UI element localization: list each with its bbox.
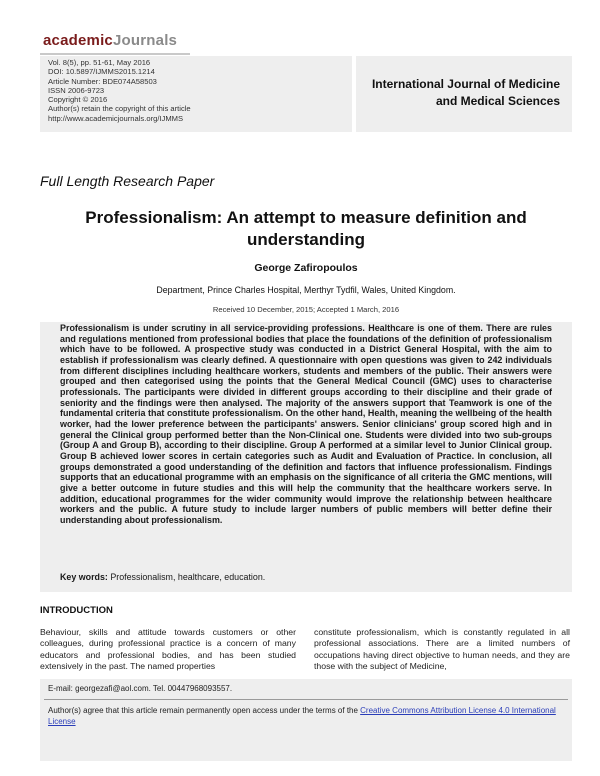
journal-title-line2: and Medical Sciences bbox=[435, 94, 560, 108]
publisher-logo bbox=[43, 32, 177, 49]
keywords-text: Professionalism, healthcare, education. bbox=[110, 572, 266, 582]
journal-title bbox=[372, 76, 560, 110]
meta-article-number: Article Number: BDE074A58503 bbox=[48, 76, 157, 86]
meta-rights: Author(s) retain the copyright of this article bbox=[48, 104, 191, 114]
abstract-box bbox=[40, 322, 572, 592]
footer-divider bbox=[44, 699, 568, 700]
intro-column-right: constitute professionalism, which is constantly regulated in all professional associations. There are a limited numbers of occupations having direct objective to human needs, and they are those with the subject of Medicine, bbox=[314, 627, 570, 672]
paper-type: Full Length Research Paper bbox=[40, 173, 215, 189]
section-heading-introduction: INTRODUCTION bbox=[40, 605, 113, 616]
logo-part-journals: Journals bbox=[112, 32, 178, 49]
article-metadata-box bbox=[40, 56, 352, 132]
received-dates: Received 10 December, 2015; Accepted 1 March, 2016 bbox=[212, 305, 400, 314]
footer-box bbox=[40, 679, 572, 761]
license-statement bbox=[48, 705, 568, 727]
meta-volume: Vol. 8(5), pp. 51-61, May 2016 bbox=[48, 58, 151, 67]
logo-divider bbox=[40, 53, 190, 55]
meta-copyright: Copyright © 2016 bbox=[48, 95, 108, 105]
corresponding-email: E-mail: georgezafi@aol.com. Tel. 00447968093557. bbox=[48, 684, 233, 693]
author-affiliation: Department, Prince Charles Hospital, Merthyr Tydfil, Wales, United Kingdom. bbox=[156, 285, 456, 295]
meta-doi: DOI: 10.5897/IJMMS2015.1214 bbox=[48, 67, 155, 77]
article-title: Professionalism: An attempt to measure definition and understanding bbox=[85, 208, 527, 249]
author-name: George Zafiropoulos bbox=[254, 262, 358, 274]
journal-name-box bbox=[356, 56, 572, 132]
logo-part-academic: academic bbox=[43, 32, 113, 49]
keywords bbox=[60, 572, 560, 582]
intro-column-left: Behaviour, skills and attitude towards customers or other colleagues, during professional practice is a concern of many educators and professional bodies, and has been studied extensively in the past. The named properties bbox=[40, 627, 296, 672]
keywords-label: Key words: bbox=[60, 572, 108, 582]
meta-url[interactable]: http://www.academicjournals.org/IJMMS bbox=[48, 113, 184, 123]
license-text: Author(s) agree that this article remain permanently open access under the terms of the bbox=[48, 706, 361, 715]
abstract-text: Professionalism is under scrutiny in all service-providing professions. Healthcare is one of them. There are rules and regulations mentioned from professional bodies that place the foundations of the definition of professionalism which have to be followed. A prospective study was conducted in a District General Hospital, with the aim to establish if professionalism was clearly defined. A questionnaire with open questions was given to 242 individuals from different disciplines including healthcare workers, students and members of the public. Their answers were grouped and then categorised using the points that the General Medical Council (GMC) uses to characterise professionals. The participants were divided in different groups according to their discipline and their grade of seniority and the findings were then analysed. The majority of the answers support that Teamwork is one of the fundamental criteria that constitute professionalism. On the other hand, Health, meaning the wellbeing of the health worker, had the lower preference between the participants' answers. Senior clinicians' group scored high and in general the Clinical group performed better than the Non-Clinical one. Students were divided into two sub-groups (Group A and Group B), according to their discipline. Group A performed at a similar level to Junior Clinical group. Group B achieved lower scores in certain categories such as Audit and Evaluation of Practice. In conclusion, all groups demonstrated a good understanding of the definition and factors that influence professionalism. Findings supports that an educational programme with an emphasis on the significance of all criteria the GMC mentions, will give a better outcome in future studies and this will help the community that the healthcare workers serve. In addition, educational programmes for the wider community would improve the relationship between healthcare workers and the public. A future study to include larger numbers of public members will better define their understanding about professionalism. bbox=[60, 323, 552, 525]
license-link[interactable]: Creative Commons Attribution License 4.0 International License bbox=[48, 706, 556, 726]
meta-issn: ISSN 2006-9723 bbox=[48, 85, 105, 95]
journal-title-line1: International Journal of Medicine bbox=[371, 77, 560, 91]
